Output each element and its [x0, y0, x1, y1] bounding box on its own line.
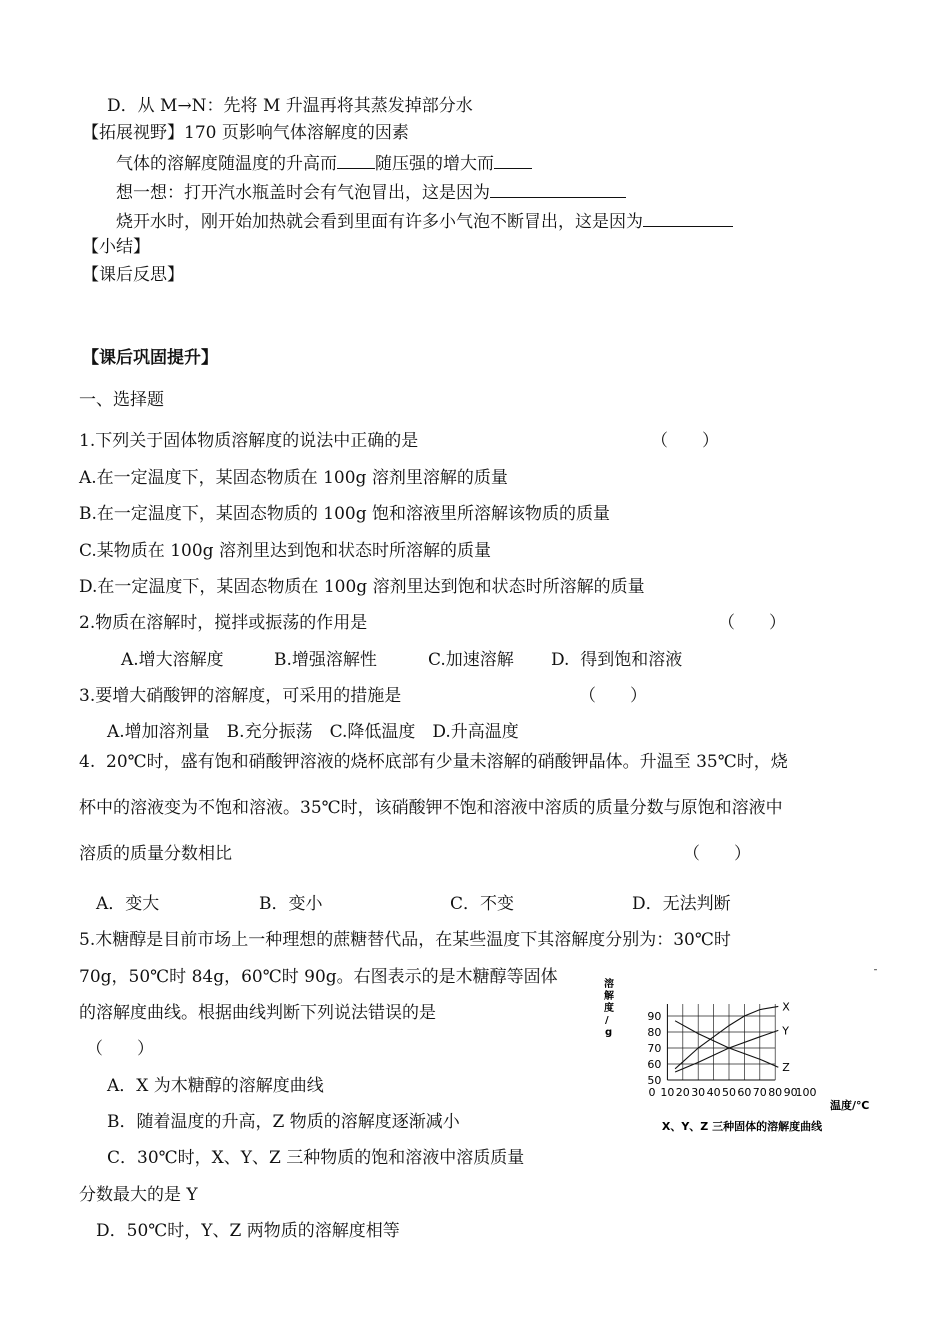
q5-option-c-1: C．30℃时，X、Y、Z 三种物质的饱和溶液中溶质质量 — [107, 1148, 525, 1168]
q4-line-2: 杯中的溶液变为不饱和溶液。35℃时，该硝酸钾不饱和溶液中溶质的质量分数与原饱和溶液中 — [79, 798, 783, 818]
chart-series — [675, 1000, 790, 1074]
q4-answer-paren: （ ） — [683, 844, 751, 864]
y-axis-label-char-1: 溶 — [604, 979, 614, 990]
y-tick-label: 60 — [647, 1058, 662, 1071]
x-tick-label: 10 — [660, 1086, 675, 1099]
y-axis-label-char-4: / — [605, 1015, 609, 1026]
q3-answer-paren: （ ） — [579, 686, 647, 706]
gas-question-2: 想一想：打开汽水瓶盖时会有气泡冒出，这是因为 — [116, 180, 626, 204]
x-tick-label: 100 — [795, 1086, 817, 1099]
solubility-chart — [598, 965, 888, 1137]
y-tick-label: 80 — [647, 1026, 662, 1039]
x-tick-label: 20 — [675, 1086, 690, 1099]
y-axis-label-char-3: 度 — [604, 1003, 614, 1014]
q1-option-c: C.某物质在 100g 溶剂里达到饱和状态时所溶解的质量 — [79, 541, 491, 561]
q1-stem: 1.下列关于固体物质溶解度的说法中正确的是 — [79, 431, 419, 451]
x-tick-label: 0 — [648, 1086, 656, 1099]
series-label-y: Y — [782, 1024, 790, 1038]
q5-option-b: B．随着温度的升高，Z 物质的溶解度逐渐减小 — [107, 1112, 460, 1132]
y-tick-label: 90 — [647, 1010, 662, 1023]
q2-answer-paren: （ ） — [718, 613, 786, 633]
q3-options: A.增加溶剂量 B.充分振荡 C.降低温度 D.升高温度 — [107, 722, 519, 742]
x-tick-label: 60 — [737, 1086, 752, 1099]
part-heading: 一、选择题 — [79, 390, 164, 410]
chart-caption: X、Y、Z 三种固体的溶解度曲线 — [661, 1120, 823, 1133]
x-tick-label: 80 — [768, 1086, 783, 1099]
q5-option-d: D．50℃时，Y、Z 两物质的溶解度相等 — [96, 1221, 400, 1241]
q2-option-b: B.增强溶解性 — [274, 650, 377, 670]
x-tick-label: 90 — [783, 1086, 798, 1099]
series-label-x: X — [782, 1000, 790, 1014]
x-axis-label: 温度/℃ — [830, 1099, 870, 1112]
q1-option-d: D.在一定温度下，某固态物质在 100g 溶剂里达到饱和状态时所溶解的质量 — [79, 577, 645, 597]
option-d-line: D．从 M→N：先将 M 升温再将其蒸发掉部分水 — [107, 96, 473, 116]
q4-line-3: 溶质的质量分数相比 — [79, 844, 232, 864]
corner-mark: ˉ — [873, 969, 878, 980]
y-axis-label-char-2: 解 — [604, 991, 614, 1002]
x-tick-label: 50 — [722, 1086, 736, 1099]
q1-answer-paren: （ ） — [651, 431, 719, 451]
y-tick-label: 50 — [647, 1074, 662, 1087]
q4-option-d: D．无法判断 — [632, 894, 731, 914]
series-label-z: Z — [782, 1061, 790, 1075]
x-tick-label: 70 — [752, 1086, 767, 1099]
gas-question-3: 烧开水时，刚开始加热就会看到里面有许多小气泡不断冒出，这是因为 — [116, 209, 733, 233]
q1-option-a: A.在一定温度下，某固态物质在 100g 溶剂里溶解的质量 — [79, 468, 508, 488]
q4-line-1: 4. 20℃时，盛有饱和硝酸钾溶液的烧杯底部有少量未溶解的硝酸钾晶体。升温至 35℃时，烧 — [79, 752, 788, 772]
gas-question-1: 气体的溶解度随温度的升高而 随压强的增大而 — [116, 151, 532, 175]
q5-option-c-2: 分数最大的是 Y — [79, 1185, 198, 1205]
y-axis-label-char-5: g — [605, 1027, 613, 1038]
q1-option-b: B.在一定温度下，某固态物质的 100g 饱和溶液里所溶解该物质的质量 — [79, 504, 611, 524]
q4-option-b: B．变小 — [259, 894, 323, 914]
q4-option-a: A．变大 — [96, 894, 160, 914]
extend-title: 【拓展视野】170 页影响气体溶解度的因素 — [82, 123, 409, 143]
q3-stem: 3.要增大硝酸钾的溶解度，可采用的措施是 — [79, 686, 402, 706]
q2-option-d: D. 得到饱和溶液 — [551, 650, 683, 670]
q5-line-3: 的溶解度曲线。根据曲线判断下列说法错误的是 — [79, 1003, 436, 1023]
reflection-heading: 【课后反思】 — [82, 265, 184, 285]
q5-option-a: A．X 为木糖醇的溶解度曲线 — [107, 1076, 324, 1096]
q2-stem: 2.物质在溶解时，搅拌或振荡的作用是 — [79, 613, 368, 633]
q5-line-2: 70g，50℃时 84g，60℃时 90g。右图表示的是木糖醇等固体 — [79, 967, 558, 987]
section-title: 【课后巩固提升】 — [82, 348, 218, 368]
q5-answer-paren: （ ） — [86, 1039, 154, 1059]
q2-option-c: C.加速溶解 — [428, 650, 514, 670]
q2-option-a: A.增大溶解度 — [121, 650, 224, 670]
y-tick-label: 70 — [647, 1042, 662, 1055]
x-tick-label: 30 — [691, 1086, 706, 1099]
x-tick-label: 40 — [706, 1086, 721, 1099]
series-line-y — [675, 1030, 778, 1072]
q5-line-1: 5.木糖醇是目前市场上一种理想的蔗糖替代品，在某些温度下其溶解度分别为：30℃时 — [79, 930, 731, 950]
q4-option-c: C．不变 — [450, 894, 515, 914]
summary-heading: 【小结】 — [82, 237, 150, 257]
